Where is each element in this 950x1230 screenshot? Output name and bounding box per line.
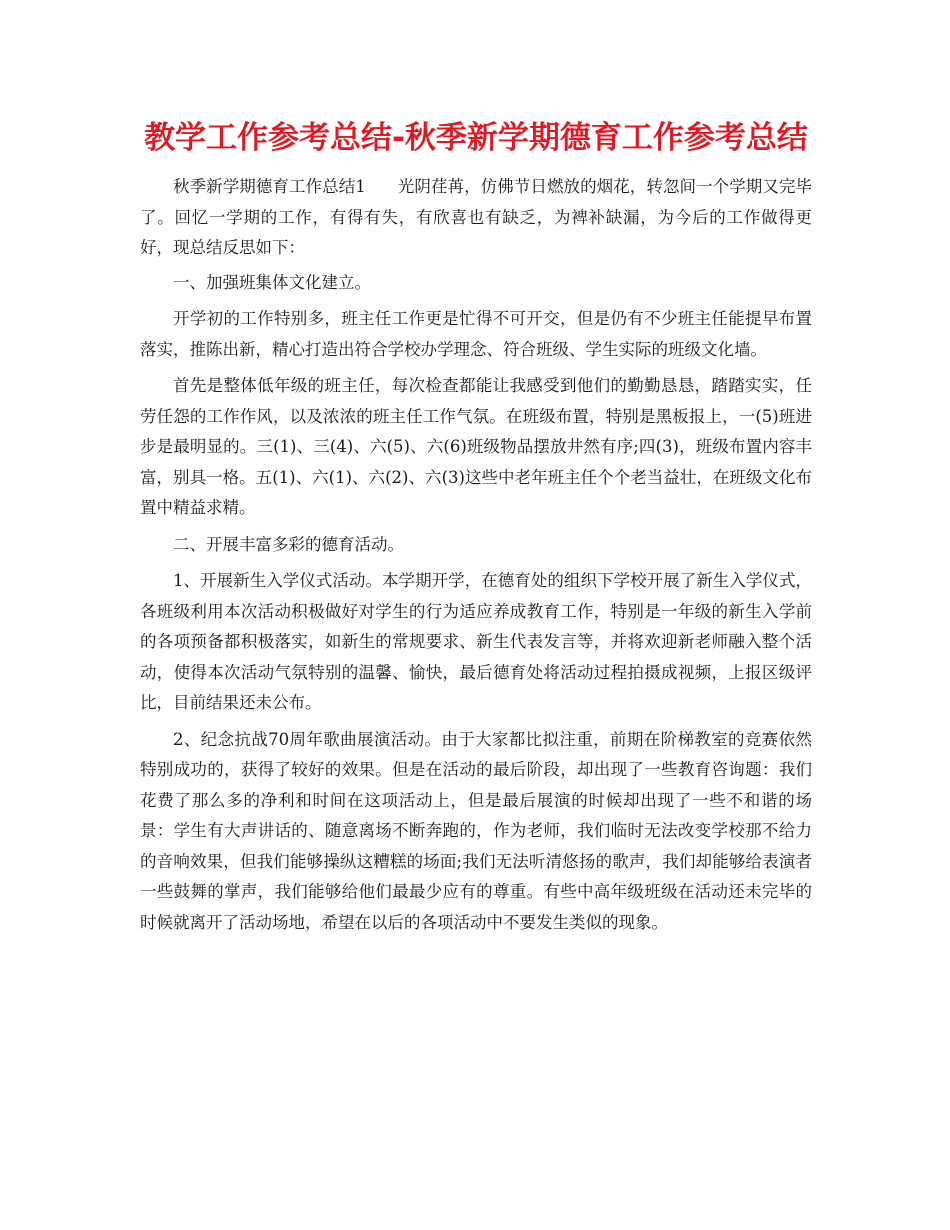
body-paragraph: 首先是整体低年级的班主任，每次检查都能让我感受到他们的勤勤恳恳，踏踏实实，任劳任怨的工作作风，以及浓浓的班主任工作气氛。在班级布置，特别是黑板报上，一(5)班进步是最明显的。三(1)、三(4)、六(5)、六(6)班级物品摆放井然有序;四(3)，班级布置内容丰富，别具一格。五(1)、六(1)、六(2)、六(3)这些中老年班主任个个老当益壮，在班级文化布置中精益求精。 (140, 376, 812, 517)
body-paragraph: 开学初的工作特别多，班主任工作更是忙得不可开交，但是仍有不少班主任能提早布置落实，推陈出新，精心打造出符合学校办学理念、符合班级、学生实际的班级文化墙。 (140, 309, 812, 359)
intro-paragraph (140, 172, 812, 264)
intro-lead: 秋季新学期德育工作总结1 (173, 177, 366, 196)
document-title: 教学工作参考总结-秋季新学期德育工作参考总结 (144, 120, 808, 156)
intro-text: 光阴荏苒，仿佛节日燃放的烟花，转忽间一个学期又完毕了。回忆一学期的工作，有得有失，有欣喜也有缺乏，为裨补缺漏，为今后的工作做得更好，现总结反思如下： (140, 177, 813, 257)
section-heading-1: 一、加强班集体文化建立。 (173, 272, 371, 292)
body-paragraph: 2、纪念抗战70周年歌曲展演活动。由于大家都比拟注重，前期在阶梯教室的竞赛依然特别成功的，获得了较好的效果。但是在活动的最后阶段，却出现了一些教育咨询题：我们花费了那么多的净利和时间在这项活动上，但是最后展演的时候却出现了一些不和谐的场景：学生有大声讲话的、随意离场不断奔跑的，作为老师，我们临时无法改变学校那不给力的音响效果，但我们能够操纵这糟糕的场面;我们无法听清悠扬的歌声，我们却能够给表演者一些鼓舞的掌声，我们能够给他们最最少应有的尊重。有些中高年级班级在活动还未完毕的时候就离开了活动场地，希望在以后的各项活动中不要发生类似的现象。 (140, 729, 812, 932)
body-paragraph: 1、开展新生入学仪式活动。本学期开学，在德育处的组织下学校开展了新生入学仪式，各班级利用本次活动积极做好对学生的行为适应养成教育工作，特别是一年级的新生入学前的各项预备都积极落实，如新生的常规要求、新生代表发言等，并将欢迎新老师融入整个活动，使得本次活动气氛特别的温馨、愉快，最后德育处将活动过程拍摄成视频，上报区级评比，目前结果还未公布。 (140, 571, 812, 712)
document-page (140, 118, 812, 944)
section-heading-2: 二、开展丰富多彩的德育活动。 (173, 534, 404, 554)
